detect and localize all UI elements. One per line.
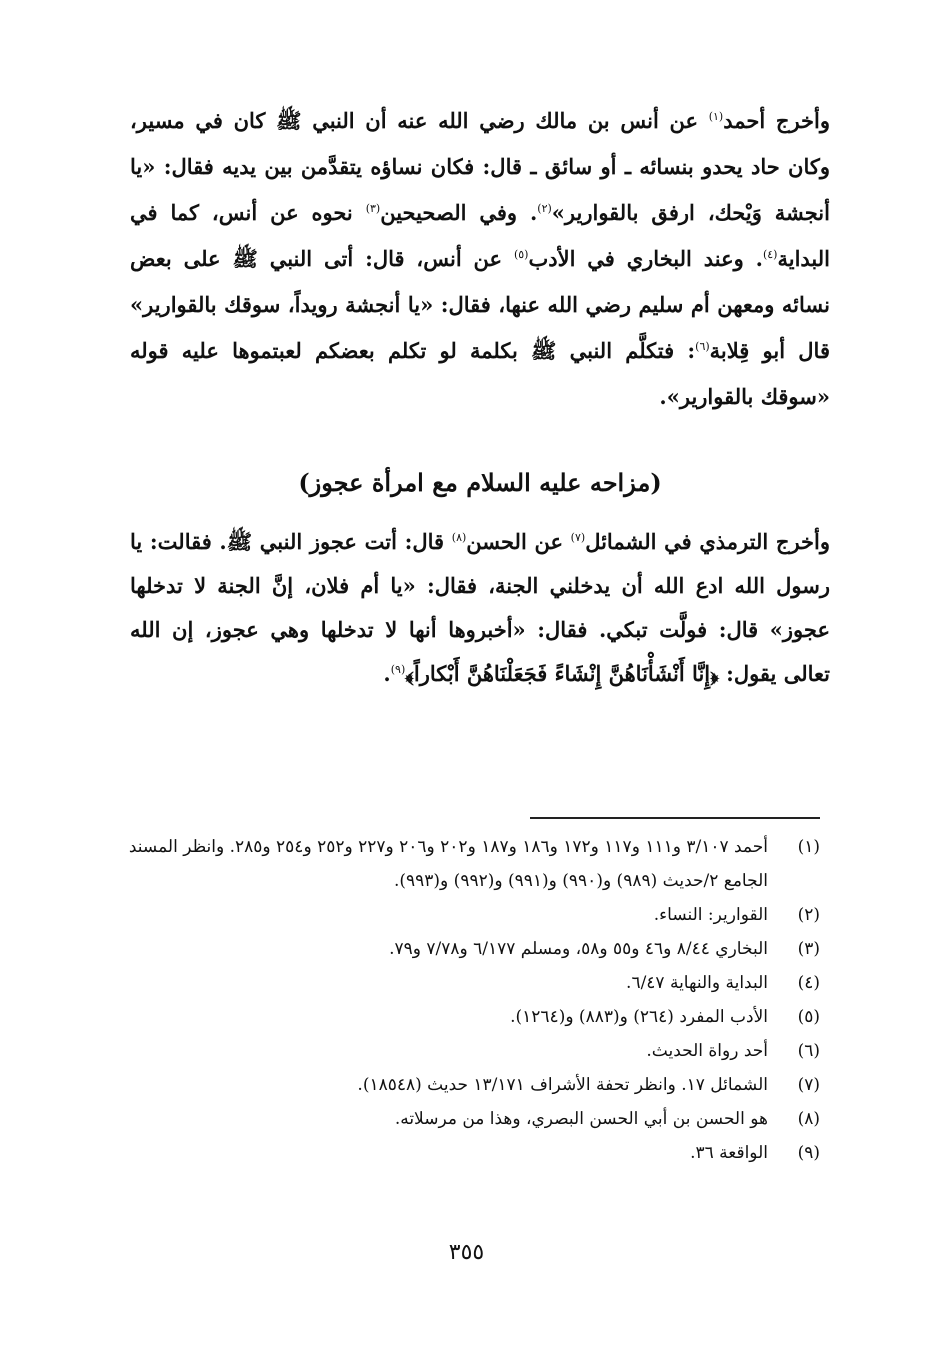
text-run: : فتكلَّم النبي ﷺ بكلمة لو تكلم بعضكم لعبتموها عليه قوله «سوقك بالقوارير».: [130, 338, 830, 409]
footnote-number: (٣): [797, 939, 820, 959]
footnote-text: الشمائل ١٧. وانظر تحفة الأشراف ١٣/١٧١ حديث (١٨٥٤٨).: [357, 1075, 768, 1095]
footnote-item: [120, 1102, 820, 1136]
text-run: عن أنس، قال: أتى النبي ﷺ على بعض نسائه ومعهن أم سليم رضي الله عنها، فقال: «يا أنجشة رويداً، سوقك بالقوارير» قال أبو قِلابة: [130, 246, 830, 363]
footnote-item: [120, 966, 820, 1000]
section-heading: (مزاحه عليه السلام مع امرأة عجوز): [298, 468, 662, 497]
text-run: .: [383, 661, 391, 686]
footnote-number: (٥): [797, 1007, 820, 1027]
footnote-number: (٩): [797, 1143, 820, 1163]
paragraph-old-woman: [130, 520, 830, 696]
footnote-item: [120, 1000, 820, 1034]
footnote-ref-5: (٥): [513, 248, 529, 261]
footnote-item: [120, 932, 820, 966]
paragraph-anas-anjasha: [130, 98, 830, 420]
footnote-number: (٧): [797, 1075, 820, 1095]
footnote-ref-7: (٧): [570, 531, 586, 544]
footnote-ref-8: (٨): [451, 531, 467, 544]
footnote-ref-4: (٤): [762, 248, 778, 261]
footnote-text: البداية والنهاية ٦/٤٧.: [626, 973, 768, 993]
footnote-text: البخاري ٨/٤٤ و٤٦ و٥٥ و٥٨، ومسلم ٦/١٧٧ و٧/٧٨ و٧٩.: [389, 939, 768, 959]
footnote-text: أحد رواة الحديث.: [646, 1041, 768, 1061]
footnote-text: هو الحسن بن أبي الحسن البصري، وهذا من مرسلاته.: [394, 1109, 768, 1129]
footnote-item: [120, 1068, 820, 1102]
footnote-item: [120, 1034, 820, 1068]
footnote-number: (١): [797, 837, 820, 857]
text-run: عن أنس بن مالك رضي الله عنه أن النبي ﷺ كان في مسير، وكان حاد يحدو بنسائه ـ أو سائق ـ قال: فكان نساؤه يتقدَّمن بين يديه فقال: «يا أنجشة وَيْحك، ارفق بالقوارير»: [130, 108, 830, 225]
footnote-item: [120, 1136, 820, 1170]
footnote-text: الأدب المفرد (٢٦٤) و(٨٨٣) و(١٢٦٤).: [510, 1007, 768, 1027]
footnote-text: الواقعة ٣٦.: [690, 1143, 768, 1163]
footnote-number: (٢): [797, 905, 820, 925]
footnote-ref-3: (٣): [365, 202, 381, 215]
footnote-number: (٦): [797, 1041, 820, 1061]
footnote-ref-6: (٦): [695, 340, 710, 353]
footnote-number: (٤): [797, 973, 820, 993]
footnote-text: القوارير: النساء.: [653, 905, 768, 925]
text-run: قال: أتت عجوز النبي ﷺ. فقالت: يا رسول الله ادع الله أن يدخلني الجنة، فقال: «يا أم فلان، إنَّ الجنة لا تدخلها عجوز» قال: فولَّت تبكي. فقال: «أخبروها أنها لا تدخلها وهي عجوز، إن الله تعالى يقول: ﴿إِنَّا أَنْشَأْنَاهُنَّ إِنْشَاءً فَجَعَلْنَاهُنَّ أَبْكاراً﴾: [130, 529, 830, 686]
text-run: نحوه عن أنس، كما في البداية: [130, 200, 830, 271]
footnote-ref-1: (١): [708, 110, 724, 123]
footnotes-list: [120, 830, 820, 1170]
text-run: وأخرج الترمذي في الشمائل: [585, 529, 830, 554]
footnote-text: أحمد ٣/١٠٧ و١١١ و١١٧ و١٧٢ و١٨٦ و١٨٧ و٢٠٢ و٢٠٦ و٢٢٧ و٢٥٢ و٢٥٤ و٢٨٥. وانظر المسند الجامع ٢/حديث (٩٨٩) و(٩٩٠) و(٩٩١) و(٩٩٢) و(٩٩٣).: [128, 837, 768, 891]
footnote-ref-2: (٢): [537, 202, 552, 215]
footnote-item: [120, 898, 820, 932]
text-run: وأخرج أحمد: [723, 108, 830, 133]
footnote-separator: [530, 817, 820, 819]
page-number: ٣٥٥: [448, 1240, 485, 1265]
text-run: . وفي الصحيحين: [380, 200, 538, 225]
footnote-ref-9: (٩): [390, 663, 406, 676]
footnote-item: [120, 830, 820, 898]
text-run: . وعند البخاري في الأدب: [528, 246, 763, 271]
text-run: عن الحسن: [466, 529, 571, 554]
footnote-number: (٨): [797, 1109, 820, 1129]
